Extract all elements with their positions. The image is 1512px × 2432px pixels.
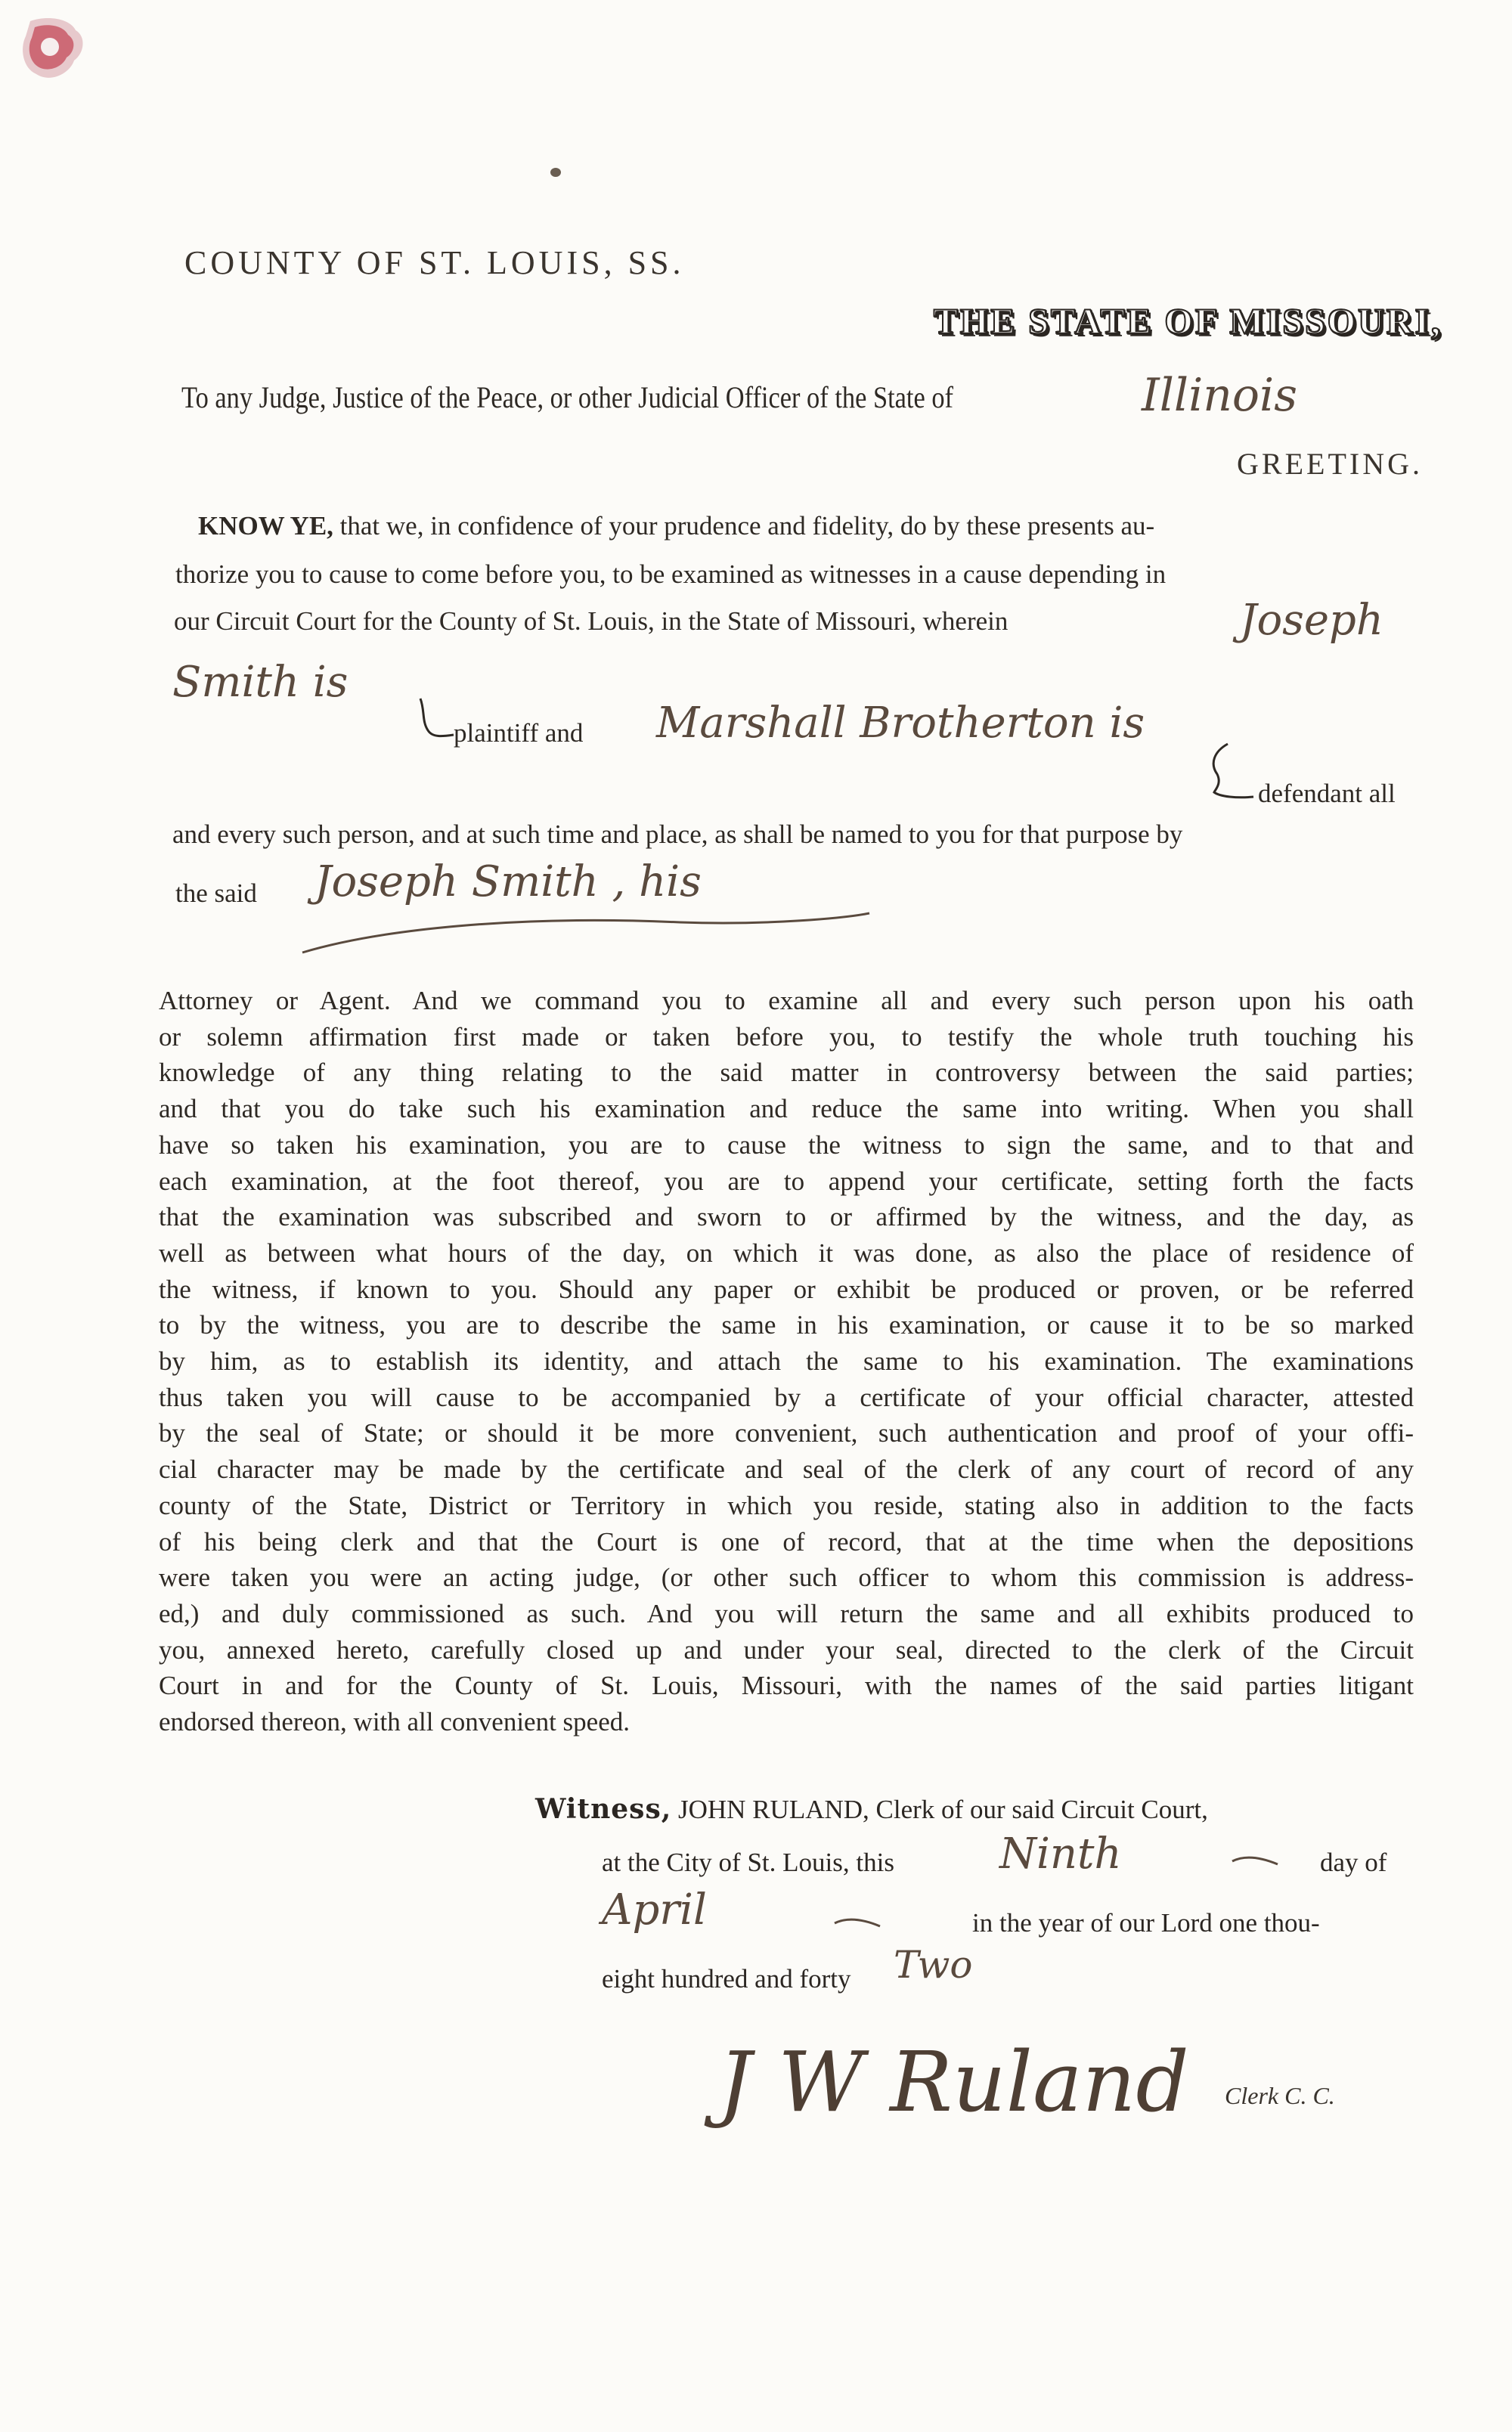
- handwritten-said-party: Joseph Smith , his: [314, 857, 702, 906]
- body-line: cial character may be made by the certificate and seal of the clerk of any court of record of any: [159, 1455, 1414, 1485]
- body-line: endorsed thereon, with all convenient speed.: [159, 1707, 630, 1737]
- opening-line-1-text: that we, in confidence of your prudence and fidelity, do by these presents au-: [333, 511, 1155, 541]
- addressee-line: To any Judge, Justice of the Peace, or other Judicial Officer of the State of: [181, 380, 953, 414]
- body-line: Court in and for the County of St. Louis, Missouri, with the names of the said parties litigant: [159, 1671, 1414, 1701]
- said-party-flourish: [287, 900, 877, 968]
- body-line: well as between what hours of the day, on which it was done, as also the place of residence of: [159, 1238, 1414, 1268]
- opening-line-1: [198, 511, 1154, 541]
- handwritten-state: Illinois: [1142, 369, 1298, 422]
- witness-line: [535, 1793, 1208, 1825]
- eight-line: eight hundred and forty: [602, 1964, 851, 1994]
- body-line: by him, as to establish its identity, and attach the same to his examination. The examinations: [159, 1346, 1414, 1377]
- body-line: ed,) and duly commissioned as such. And you will return the same and all exhibits produced to: [159, 1598, 1414, 1628]
- month-dash: [832, 1911, 885, 1934]
- year-line: in the year of our Lord one thou-: [972, 1908, 1320, 1938]
- opening-line-2: thorize you to cause to come before you, to be examined as witnesses in a cause depending in: [175, 559, 1167, 589]
- body-line: the witness, if known to you. Should any paper or exhibit be produced or proven, or be referred: [159, 1274, 1414, 1304]
- body-line: have so taken his examination, you are to cause the witness to sign the same, and to that and: [159, 1129, 1414, 1160]
- body-line: of his being clerk and that the Court is one of record, that at the time when the depositions: [159, 1526, 1414, 1557]
- body-line: you, annexed hereto, carefully closed up and under your seal, directed to the clerk of the Circuit: [159, 1634, 1414, 1665]
- clerk-title: Clerk C. C.: [1225, 2082, 1335, 2109]
- body-line: or solemn affirmation first made or taken before you, to testify the whole truth touching his: [159, 1021, 1414, 1052]
- ink-dot: [550, 168, 561, 177]
- defendant-label: defendant all: [1258, 779, 1396, 808]
- plaintiff-label: plaintiff and: [454, 718, 584, 748]
- body-line: county of the State, District or Territory in which you reside, stating also in addition to the facts: [159, 1490, 1414, 1520]
- opening-line-6: and every such person, and at such time and place, as shall be named to you for that purpose by: [172, 819, 1183, 849]
- body-line: that the examination was subscribed and sworn to or affirmed by the witness, and the day, as: [159, 1202, 1414, 1232]
- handwritten-plaintiff-last: Smith is: [172, 658, 349, 707]
- body-line: and that you do take such his examination and reduce the same into writing. When you shall: [159, 1094, 1414, 1124]
- handwritten-year: Two: [894, 1943, 973, 1987]
- handwritten-defendant: Marshall Brotherton is: [656, 699, 1145, 748]
- witness-clerk-text: JOHN RULAND, Clerk of our said Circuit Court,: [671, 1795, 1208, 1824]
- commission-body: [159, 983, 1414, 1740]
- day-dash: [1229, 1849, 1282, 1872]
- body-line: knowledge of any thing relating to the said matter in controversy between the said parties;: [159, 1058, 1414, 1088]
- body-line: by the seal of State; or should it be more convenient, such authentication and proof of your offi-: [159, 1418, 1414, 1448]
- handwritten-plaintiff-first: Joseph: [1240, 596, 1383, 645]
- day-of-label: day of: [1320, 1848, 1387, 1877]
- red-stain-mark: [17, 14, 89, 89]
- defendant-brace: [1207, 741, 1256, 801]
- clerk-signature: J W Ruland: [718, 2034, 1189, 2130]
- state-heading: THE STATE OF MISSOURI,: [933, 302, 1442, 342]
- body-line: to by the witness, you are to describe the same in his examination, or cause it to be so marked: [159, 1310, 1414, 1340]
- plaintiff-brace: [414, 696, 457, 741]
- body-line: thus taken you will cause to be accompanied by a certificate of your official character, attested: [159, 1382, 1414, 1412]
- witness-word: Witness,: [535, 1793, 672, 1825]
- body-line: were taken you were an acting judge, (or other such officer to whom this commission is address-: [159, 1563, 1414, 1593]
- opening-line-3: our Circuit Court for the County of St. Louis, in the State of Missouri, wherein: [174, 606, 1009, 636]
- greeting: GREETING.: [1237, 447, 1423, 481]
- county-heading: COUNTY OF ST. LOUIS, SS.: [184, 244, 685, 281]
- handwritten-day: Ninth: [999, 1829, 1122, 1879]
- body-line: Attorney or Agent. And we command you to examine all and every such person upon his oath: [159, 986, 1414, 1015]
- handwritten-month: April: [602, 1885, 707, 1935]
- know-ye: KNOW YE,: [198, 511, 333, 541]
- body-line: each examination, at the foot thereof, you are to append your certificate, setting forth the facts: [159, 1166, 1414, 1196]
- city-line: at the City of St. Louis, this: [602, 1848, 894, 1877]
- opening-line-7: the said: [175, 878, 257, 908]
